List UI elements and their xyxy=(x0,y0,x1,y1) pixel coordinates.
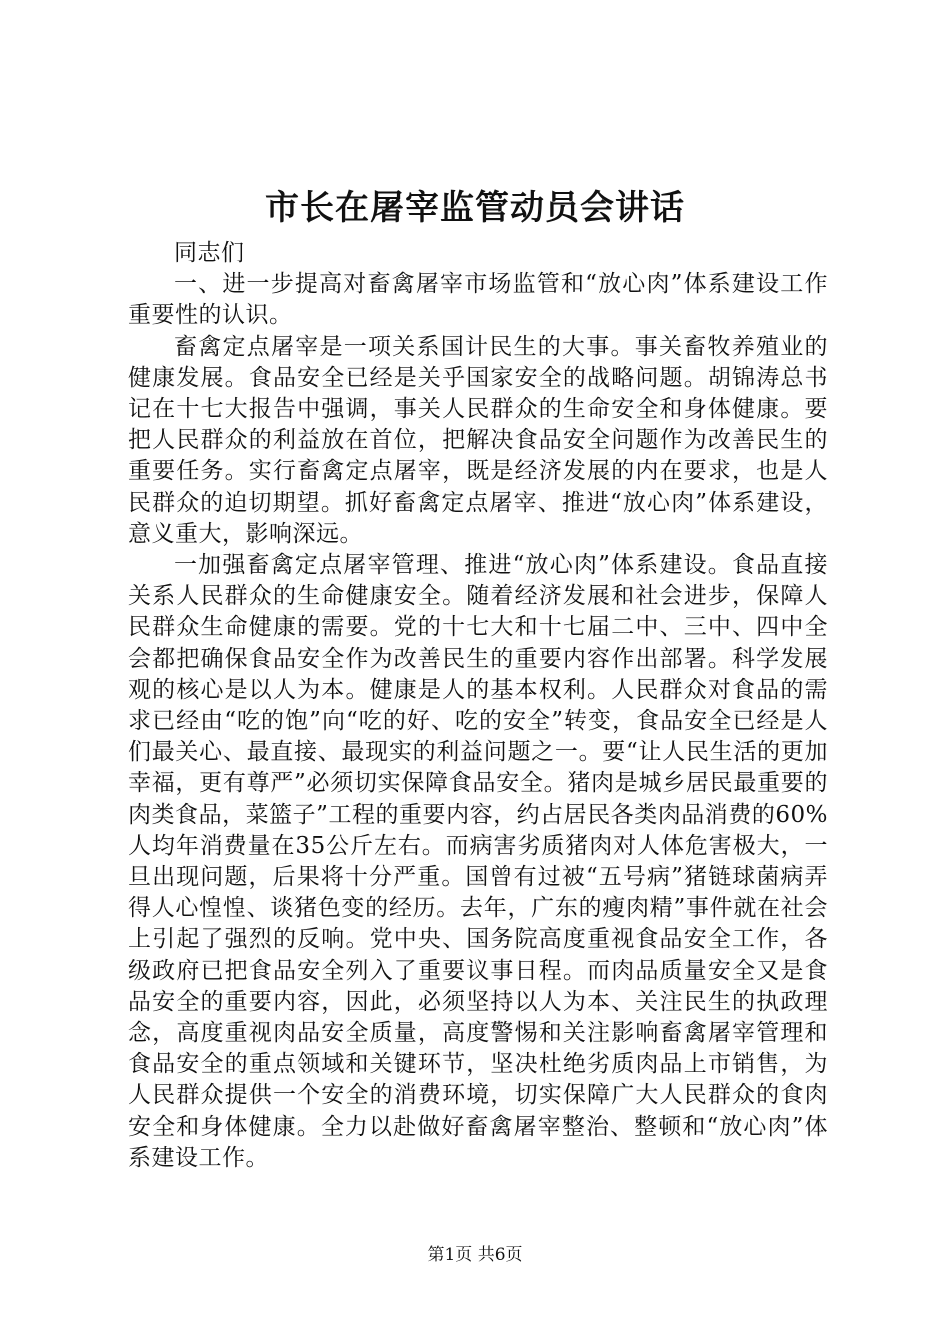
document-body xyxy=(128,238,828,1174)
section-heading-paragraph: 一、进一步提高对畜禽屠宰市场监管和“放心肉”体系建设工作重要性的认识。 xyxy=(128,271,828,329)
page-number-footer: 第1页 共6页 xyxy=(427,1245,523,1265)
body-paragraph: 一加强畜禽定点屠宰管理、推进“放心肉”体系建设。食品直接关系人民群众的生命健康安全。随着经济发展和社会进步，保障人民群众生命健康的需要。党的十七大和十七届二中、三中、四中全会都把确保食品安全作为改善民生的重要内容作出部署。科学发展观的核心是以人为本。健康是人的基本权利。人民群众对食品的需求已经由“吃的饱”向“吃的好、吃的安全”转变，食品安全已经是人们最关心、最直接、最现实的利益问题之一。要“让人民生活的更加幸福，更有尊严”必须切实保障食品安全。猪肉是城乡居民最重要的肉类食品，菜篮子”工程的重要内容，约占居民各类肉品消费的60%人均年消费量在35公斤左右。而病害劣质猪肉对人体危害极大，一旦出现问题，后果将十分严重。国曾有过被“五号病”猪链球菌病弄得人心惶惶、谈猪色变的经历。去年，广东的瘦肉精”事件就在社会上引起了强烈的反响。党中央、国务院高度重视食品安全工作，各级政府已把食品安全列入了重要议事日程。而肉品质量安全又是食品安全的重要内容，因此，必须坚持以人为本、关注民生的执政理念，高度重视肉品安全质量，高度警惕和关注影响畜禽屠宰管理和食品安全的重点领域和关键环节，坚决杜绝劣质肉品上市销售，为人民群众提供一个安全的消费环境，切实保障广大人民群众的食肉安全和身体健康。全力以赴做好畜禽屠宰整治、整顿和“放心肉”体系建设工作。 xyxy=(128,552,828,1171)
document-title: 市长在屠宰监管动员会讲话 xyxy=(265,188,685,228)
greeting-paragraph: 同志们 xyxy=(174,240,245,266)
body-paragraph: 畜禽定点屠宰是一项关系国计民生的大事。事关畜牧养殖业的健康发展。食品安全已经是关乎国家安全的战略问题。胡锦涛总书记在十七大报告中强调，事关人民群众的生命安全和身体健康。要把人民群众的利益放在首位，把解决食品安全问题作为改善民生的重要任务。实行畜禽定点屠宰，既是经济发展的内在要求，也是人民群众的迫切期望。抓好畜禽定点屠宰、推进“放心肉”体系建设，意义重大，影响深远。 xyxy=(128,333,828,547)
